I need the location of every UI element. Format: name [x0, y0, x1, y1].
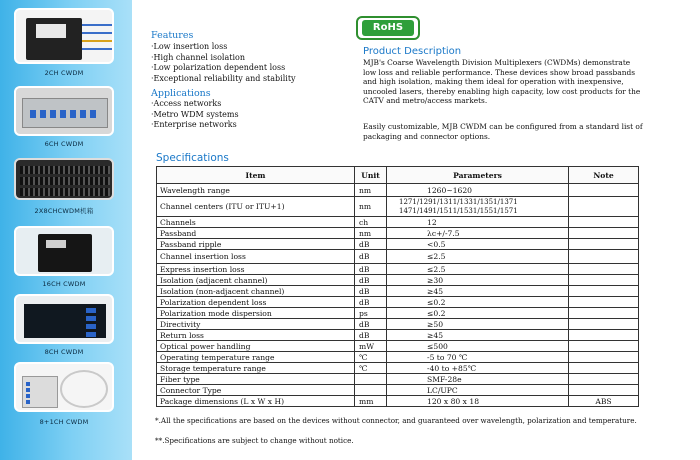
spec-item-cell: Express insertion loss — [157, 264, 355, 275]
table-row — [157, 184, 639, 197]
product-description-heading: Product Description — [363, 46, 462, 57]
product-label: 8+1CH CWDM — [39, 418, 89, 426]
spec-note-cell: ABS — [569, 396, 639, 407]
spec-item-cell: Polarization dependent loss — [157, 297, 355, 308]
table-row — [157, 264, 639, 275]
spec-unit-cell — [355, 385, 387, 396]
spec-parameter-cell: SMF-28e — [387, 374, 569, 385]
spec-item-cell: Package dimensions (L x W x H) — [157, 396, 355, 407]
spec-unit-cell: dB — [355, 286, 387, 297]
table-row — [157, 308, 639, 319]
specifications-table — [156, 166, 639, 407]
column-header-note: Note — [569, 167, 639, 184]
table-row — [157, 275, 639, 286]
spec-parameter-cell: ≥45 — [387, 330, 569, 341]
spec-unit-cell: nm — [355, 228, 387, 239]
spec-note-cell — [569, 319, 639, 330]
spec-parameter-cell: 1271/1291/1311/1331/1351/1371 1471/1491/1511/1531/1551/1571 — [387, 197, 569, 217]
spec-item-cell: Channel insertion loss — [157, 250, 355, 264]
rohs-badge — [356, 16, 420, 40]
spec-unit-cell: dB — [355, 319, 387, 330]
spec-parameter-cell: ≤0.2 — [387, 308, 569, 319]
list-item: ·High channel isolation — [151, 52, 245, 62]
spec-parameter-cell: 120 x 80 x 18 — [387, 396, 569, 407]
list-item: ·Low insertion loss — [151, 42, 228, 51]
spec-note-cell — [569, 385, 639, 396]
spec-note-cell — [569, 363, 639, 374]
table-row — [157, 250, 639, 264]
list-item: ·Exceptional reliability and stability — [151, 73, 296, 83]
spec-note-cell — [569, 239, 639, 250]
list-item: ·Access networks — [151, 99, 222, 108]
spec-item-cell: Channel centers (ITU or ITU+1) — [157, 197, 355, 217]
spec-unit-cell: mW — [355, 341, 387, 352]
applications-heading: Applications — [151, 88, 211, 99]
spec-item-cell: Connector Type — [157, 385, 355, 396]
spec-parameter-cell: ≤0.2 — [387, 297, 569, 308]
spec-parameter-cell: ≥30 — [387, 275, 569, 286]
table-row — [157, 286, 639, 297]
cwdm-2ch-module-icon — [14, 8, 114, 64]
spec-note-cell — [569, 286, 639, 297]
spec-item-cell: Operating temperature range — [157, 352, 355, 363]
spec-note-cell — [569, 352, 639, 363]
column-header-unit: Unit — [355, 167, 387, 184]
spec-unit-cell: nm — [355, 184, 387, 197]
spec-note-cell — [569, 275, 639, 286]
table-row — [157, 352, 639, 363]
spec-parameter-cell: 1260~1620 — [387, 184, 569, 197]
spec-unit-cell: dB — [355, 250, 387, 264]
spec-unit-cell: ps — [355, 308, 387, 319]
list-item: ·Metro WDM systems — [151, 109, 239, 119]
spec-unit-cell: dB — [355, 239, 387, 250]
spec-unit-cell: dB — [355, 264, 387, 275]
table-row — [157, 374, 639, 385]
spec-item-cell: Passband ripple — [157, 239, 355, 250]
cwdm-8ch-module-icon — [14, 294, 114, 344]
footnote-conditions: *.All the specifications are based on the devices without connector, and guaranteed over wavelength, polarization and temperature. — [155, 416, 637, 425]
spec-item-cell: Return loss — [157, 330, 355, 341]
column-header-parameters: Parameters — [387, 167, 569, 184]
list-item: ·Enterprise networks — [151, 120, 237, 129]
features-list — [151, 42, 296, 84]
table-header-row — [157, 167, 639, 184]
spec-parameter-cell: ≤500 — [387, 341, 569, 352]
spec-note-cell — [569, 341, 639, 352]
features-heading: Features — [151, 30, 194, 41]
spec-item-cell: Isolation (non-adjacent channel) — [157, 286, 355, 297]
spec-parameter-cell: <0.5 — [387, 239, 569, 250]
spec-unit-cell: ℃ — [355, 352, 387, 363]
table-row — [157, 341, 639, 352]
table-row — [157, 396, 639, 407]
table-row — [157, 228, 639, 239]
footnote-notice: **.Specifications are subject to change without notice. — [155, 436, 354, 445]
table-row — [157, 363, 639, 374]
spec-note-cell — [569, 250, 639, 264]
applications-list — [151, 99, 239, 131]
spec-note-cell — [569, 184, 639, 197]
spec-note-cell — [569, 308, 639, 319]
spec-note-cell — [569, 374, 639, 385]
table-row — [157, 297, 639, 308]
table-row — [157, 330, 639, 341]
spec-item-cell: Isolation (adjacent channel) — [157, 275, 355, 286]
specifications-heading: Specifications — [156, 152, 229, 164]
spec-parameter-cell: ≤2.5 — [387, 264, 569, 275]
product-description-customization: Easily customizable, MJB CWDM can be configured from a standard list of packaging and connector options. — [363, 122, 643, 141]
table-row — [157, 239, 639, 250]
spec-item-cell: Fiber type — [157, 374, 355, 385]
table-row — [157, 217, 639, 228]
table-row — [157, 319, 639, 330]
spec-unit-cell: dB — [355, 330, 387, 341]
product-label: 16CH CWDM — [42, 280, 86, 288]
spec-unit-cell: ch — [355, 217, 387, 228]
spec-note-cell — [569, 297, 639, 308]
spec-item-cell: Polarization mode dispersion — [157, 308, 355, 319]
cwdm-16ch-box-icon — [14, 226, 114, 276]
spec-item-cell: Directivity — [157, 319, 355, 330]
spec-item-cell: Channels — [157, 217, 355, 228]
product-sidebar — [0, 0, 132, 460]
spec-unit-cell: mm — [355, 396, 387, 407]
spec-note-cell — [569, 264, 639, 275]
column-header-item: Item — [157, 167, 355, 184]
spec-parameter-cell: 12 — [387, 217, 569, 228]
spec-parameter-cell: ≤2.5 — [387, 250, 569, 264]
spec-item-cell: Wavelength range — [157, 184, 355, 197]
spec-note-cell — [569, 217, 639, 228]
cwdm-8plus1ch-cassette-icon — [14, 362, 114, 412]
spec-parameter-cell: -5 to 70 ℃ — [387, 352, 569, 363]
spec-item-cell: Passband — [157, 228, 355, 239]
spec-unit-cell: dB — [355, 297, 387, 308]
spec-parameter-cell: λc+/-7.5 — [387, 228, 569, 239]
spec-note-cell — [569, 330, 639, 341]
spec-item-cell: Optical power handling — [157, 341, 355, 352]
spec-unit-cell: dB — [355, 275, 387, 286]
product-label: 8CH CWDM — [44, 348, 84, 356]
spec-unit-cell: nm — [355, 197, 387, 217]
list-item: ·Low polarization dependent loss — [151, 63, 286, 72]
spec-note-cell — [569, 197, 639, 217]
cwdm-chassis-icon — [14, 158, 114, 200]
spec-note-cell — [569, 228, 639, 239]
spec-parameter-cell: ≥50 — [387, 319, 569, 330]
spec-unit-cell — [355, 374, 387, 385]
product-label: 2CH CWDM — [44, 69, 84, 77]
product-description-text: MJB's Coarse Wavelength Division Multiplexers (CWDMs) demonstrate low loss and reliable performance. These devices show broad passbands and high isolation, making them ideal for operation with inexpensive, uncooled lasers, thereby enabling high capacity, low cost products for the CATV and metro/access markets. — [363, 58, 641, 106]
table-row — [157, 385, 639, 396]
cwdm-6ch-rack-icon — [14, 86, 114, 136]
rohs-logo-text: RoHS — [362, 20, 414, 36]
spec-unit-cell: ℃ — [355, 363, 387, 374]
product-label: 2X8CHCWDM机箱 — [34, 207, 94, 215]
spec-item-cell: Storage temperature range — [157, 363, 355, 374]
spec-parameter-cell: LC/UPC — [387, 385, 569, 396]
spec-parameter-cell: ≥45 — [387, 286, 569, 297]
product-label: 6CH CWDM — [44, 140, 84, 148]
spec-parameter-cell: -40 to +85℃ — [387, 363, 569, 374]
table-row — [157, 197, 639, 217]
